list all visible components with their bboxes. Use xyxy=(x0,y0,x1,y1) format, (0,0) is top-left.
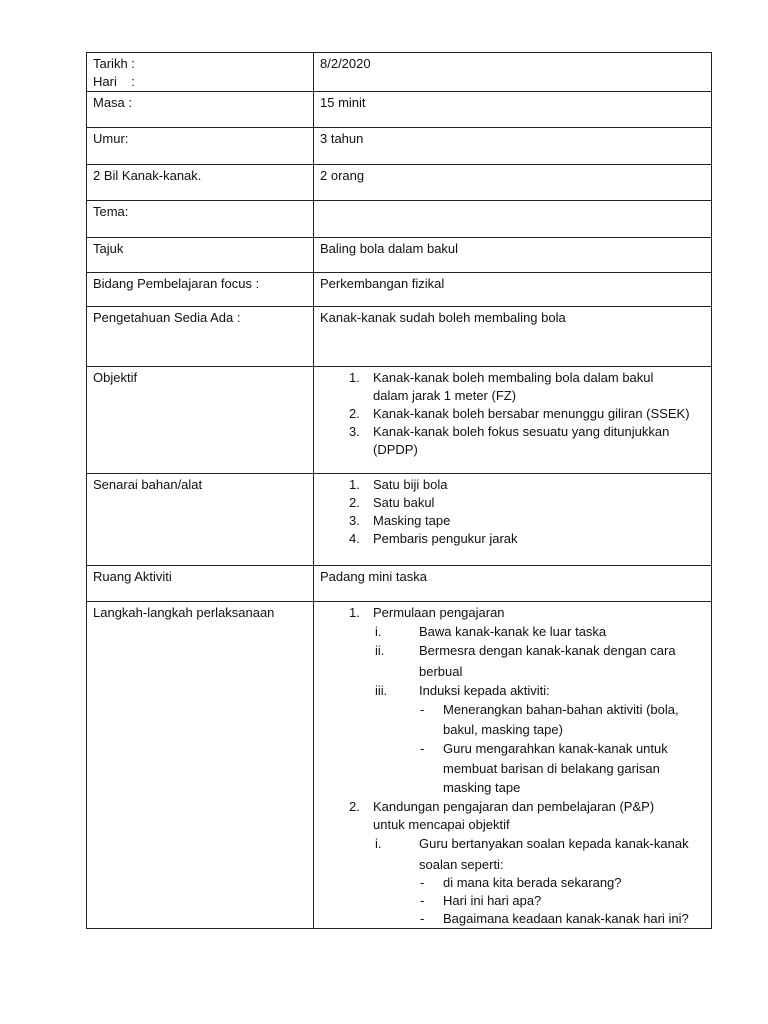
value-masa: 15 minit xyxy=(320,95,366,110)
row-tajuk xyxy=(87,238,712,273)
cell-value xyxy=(314,92,712,128)
cell-label xyxy=(87,238,314,273)
cell-value xyxy=(314,566,712,602)
row-ruang xyxy=(87,566,712,602)
dash-item xyxy=(320,874,705,892)
sub-item xyxy=(320,641,705,681)
dash-item xyxy=(320,910,705,928)
dash-text: Hari ini hari apa? xyxy=(443,892,542,908)
objektif-list xyxy=(320,369,705,459)
sub-text: Bermesra dengan kanak-kanak dengan cara xyxy=(419,643,676,658)
dash-text: Bagaimana keadaan kanak-kanak hari ini? xyxy=(443,910,689,926)
cell-value xyxy=(314,238,712,273)
list-number: 1. xyxy=(349,370,360,385)
row-senarai xyxy=(87,474,712,566)
list-number: 1. xyxy=(349,477,360,492)
list-number: 2. xyxy=(349,798,360,814)
list-text: Kanak-kanak boleh fokus sesuatu yang ditunjukkan xyxy=(373,424,670,439)
dash-text: Menerangkan bahan-bahan aktiviti (bola, xyxy=(443,702,679,717)
dash-symbol: - xyxy=(420,874,425,890)
value-umur: 3 tahun xyxy=(320,131,364,146)
dash-symbol: - xyxy=(420,741,425,756)
step-text: Permulaan pengajaran xyxy=(373,605,505,620)
label-senarai: Senarai bahan/alat xyxy=(93,477,203,492)
cell-label xyxy=(87,273,314,307)
label-langkah: Langkah-langkah perlaksanaan xyxy=(93,605,275,620)
dash-item xyxy=(320,739,705,798)
row-tema xyxy=(87,201,712,238)
dash-text: membuat barisan di belakang garisan xyxy=(443,760,660,776)
label-objektif: Objektif xyxy=(93,370,138,385)
list-item xyxy=(320,494,705,512)
list-number: 2. xyxy=(349,406,360,421)
cell-label xyxy=(87,474,314,566)
row-bil xyxy=(87,165,712,201)
cell-label xyxy=(87,367,314,474)
dash-text: masking tape xyxy=(443,780,521,795)
label-bidang: Bidang Pembelajaran focus : xyxy=(93,276,260,291)
cell-value xyxy=(314,602,712,929)
sub-item xyxy=(320,834,705,874)
label-tajuk: Tajuk xyxy=(93,241,124,256)
label-umur: Umur: xyxy=(93,131,129,146)
list-item xyxy=(320,405,705,423)
dash-text: Guru mengarahkan kanak-kanak untuk xyxy=(443,741,668,756)
step-text: Kandungan pengajaran dan pembelajaran (P&P) xyxy=(373,798,655,814)
cell-value xyxy=(314,201,712,238)
list-number: 3. xyxy=(349,424,360,439)
value-pengetahuan: Kanak-kanak sudah boleh membaling bola xyxy=(320,310,566,325)
step-item-2 xyxy=(320,798,705,834)
cell-value xyxy=(314,307,712,367)
label-ruang: Ruang Aktiviti xyxy=(93,569,172,584)
cell-value xyxy=(314,128,712,165)
list-item xyxy=(320,423,705,459)
list-item xyxy=(320,369,705,405)
list-item xyxy=(320,530,705,548)
sub-text: Induksi kepada aktiviti: xyxy=(419,683,550,698)
list-text: Satu biji bola xyxy=(373,477,448,492)
value-tajuk: Baling bola dalam bakul xyxy=(320,241,459,256)
dash-symbol: - xyxy=(420,702,425,717)
list-number: 1. xyxy=(349,605,360,620)
list-text: (DPDP) xyxy=(373,442,418,457)
label-tarikh: Tarikh : xyxy=(93,56,135,71)
roman-number: i. xyxy=(375,624,382,639)
row-masa xyxy=(87,92,712,128)
list-item xyxy=(320,512,705,530)
cell-value xyxy=(314,367,712,474)
list-text: Satu bakul xyxy=(373,495,435,510)
dash-item xyxy=(320,892,705,910)
senarai-list xyxy=(320,476,705,548)
list-number: 3. xyxy=(349,513,360,528)
list-text: dalam jarak 1 meter (FZ) xyxy=(373,388,517,403)
sub-text: Bawa kanak-kanak ke luar taska xyxy=(419,624,607,639)
list-item xyxy=(320,476,705,494)
cell-value xyxy=(314,165,712,201)
cell-label xyxy=(87,165,314,201)
list-text: Kanak-kanak boleh membaling bola dalam bakul xyxy=(373,370,654,385)
value-ruang: Padang mini taska xyxy=(320,569,427,584)
list-number: 4. xyxy=(349,531,360,546)
row-objektif xyxy=(87,367,712,474)
label-tema: Tema: xyxy=(93,204,129,219)
cell-label xyxy=(87,602,314,929)
roman-number: i. xyxy=(375,835,382,851)
dash-symbol: - xyxy=(420,892,425,908)
label-masa: Masa : xyxy=(93,95,133,110)
cell-value xyxy=(314,474,712,566)
value-tarikh: 8/2/2020 xyxy=(320,56,371,71)
sub-text: soalan seperti: xyxy=(419,856,504,872)
row-bidang xyxy=(87,273,712,307)
row-pengetahuan xyxy=(87,307,712,367)
row-langkah xyxy=(87,602,712,929)
roman-number: iii. xyxy=(375,683,388,698)
cell-label xyxy=(87,92,314,128)
step-text: untuk mencapai objektif xyxy=(373,816,510,832)
value-bidang: Perkembangan fizikal xyxy=(320,276,445,291)
cell-value xyxy=(314,273,712,307)
dash-text: di mana kita berada sekarang? xyxy=(443,874,622,890)
step-item-1 xyxy=(320,604,705,622)
lesson-plan-table xyxy=(86,52,712,929)
label-pengetahuan: Pengetahuan Sedia Ada : xyxy=(93,310,241,325)
sub-item xyxy=(320,681,705,700)
sub-item xyxy=(320,622,705,641)
cell-label xyxy=(87,201,314,238)
roman-number: ii. xyxy=(375,643,385,658)
cell-value xyxy=(314,53,712,92)
list-text: Masking tape xyxy=(373,513,451,528)
cell-label xyxy=(87,307,314,367)
cell-label xyxy=(87,128,314,165)
row-tarikh xyxy=(87,53,712,92)
row-umur xyxy=(87,128,712,165)
sub-text: berbual xyxy=(419,664,463,679)
cell-label xyxy=(87,566,314,602)
list-text: Pembaris pengukur jarak xyxy=(373,531,518,546)
sub-text: Guru bertanyakan soalan kepada kanak-kanak xyxy=(419,835,689,851)
label-bil: 2 Bil Kanak-kanak. xyxy=(93,168,202,183)
list-text: Kanak-kanak boleh bersabar menunggu giliran (SSEK) xyxy=(373,406,690,421)
dash-item xyxy=(320,700,705,739)
label-hari: Hari : xyxy=(93,74,135,89)
dash-text: bakul, masking tape) xyxy=(443,721,563,737)
cell-label xyxy=(87,53,314,92)
value-bil: 2 orang xyxy=(320,168,365,183)
dash-symbol: - xyxy=(420,910,425,926)
list-number: 2. xyxy=(349,495,360,510)
